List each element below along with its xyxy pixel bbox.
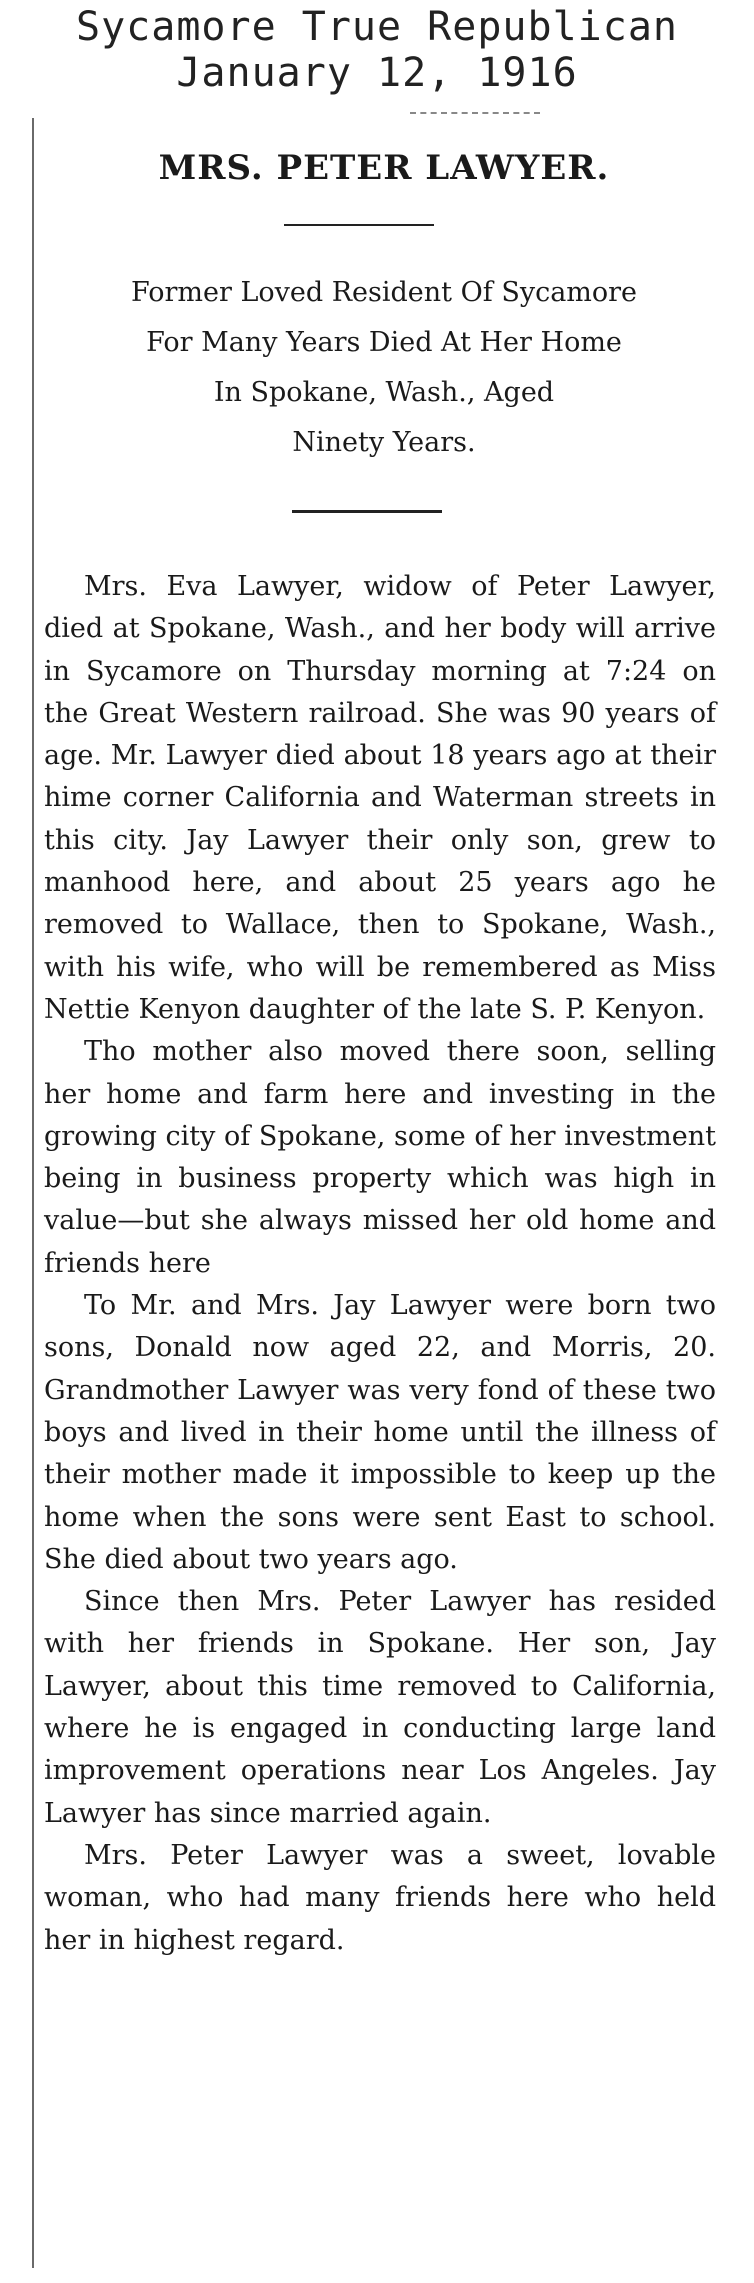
article-paragraph: Since then Mrs. Peter Lawyer has resided with her friends in Spokane. Her son, Jay Lawyer, about this time removed to California, where he is engaged in conducting large land improvement operations near Los Angeles. Jay Lawyer has since married again.: [44, 1586, 716, 1829]
article-paragraph: Mrs. Eva Lawyer, widow of Peter Lawyer, died at Spokane, Wash., and her body will arrive in Sycamore on Thursday morning at 7:24 on the Great Western railroad. She was 90 years of age. Mr. Lawyer died about 18 years ago at their hime corner California and Waterman streets in this city. Jay Lawyer their only son, grew to manhood here, and about 25 years ago he removed to Wallace, then to Spokane, Wash., with his wife, who will be remembered as Miss Nettie Kenyon daughter of the late S. P. Kenyon.: [44, 571, 716, 1025]
article-paragraph: Mrs. Peter Lawyer was a sweet, lovable woman, who had many friends here who held her in highest regard.: [44, 1839, 716, 1956]
subhead-line: Ninety Years.: [292, 427, 476, 458]
source-header: [0, 4, 754, 96]
newspaper-clipping: [32, 118, 724, 2268]
subhead-line: In Spokane, Wash., Aged: [213, 377, 555, 408]
article-paragraph: Tho mother also moved there soon, selling her home and farm here and investing in the growing city of Spokane, some of her investment being in business property which was high in value—but she always missed her old home and friends here: [44, 1036, 716, 1279]
publication-date: January 12, 1916: [176, 50, 578, 96]
newspaper-name: Sycamore True Republican: [76, 4, 678, 50]
subhead-line: For Many Years Died At Her Home: [146, 327, 622, 358]
decorative-divider: [410, 112, 540, 114]
subhead-rule: [292, 510, 442, 513]
article-title: MRS. PETER LAWYER.: [158, 148, 610, 188]
subhead-line: Former Loved Resident Of Sycamore: [130, 277, 638, 308]
title-rule: [284, 224, 434, 226]
article-subheading: [34, 268, 734, 468]
article-paragraph: To Mr. and Mrs. Jay Lawyer were born two sons, Donald now aged 22, and Morris, 20. Grandmother Lawyer was very fond of these two boys and lived in their home until the illness of their mother made it impossible to keep up the home when the sons were sent East to school. She died about two years ago.: [44, 1290, 716, 1575]
article-body: [44, 566, 716, 1962]
